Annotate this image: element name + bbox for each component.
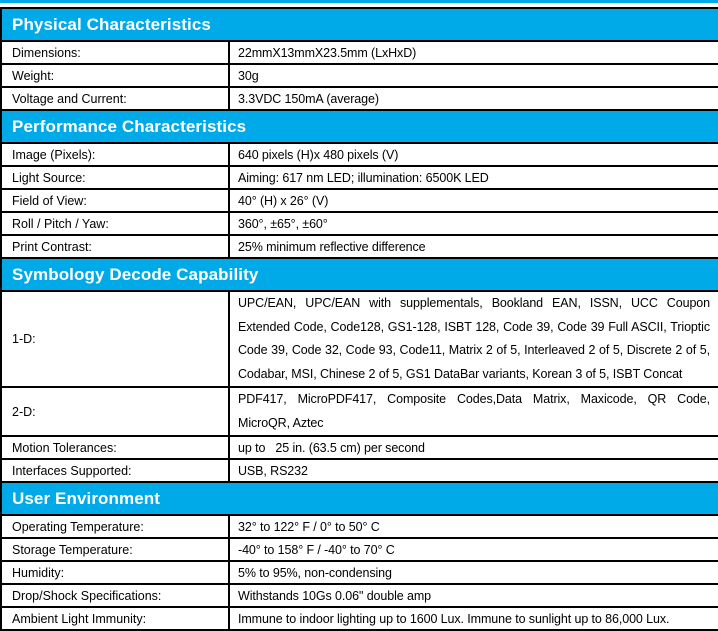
section-title: Physical Characteristics xyxy=(12,14,211,34)
table-row xyxy=(2,292,718,388)
row-value: 360°, ±65°, ±60° xyxy=(238,216,328,231)
row-value: up to 25 in. (63.5 cm) per second xyxy=(238,440,425,455)
row-label: Voltage and Current: xyxy=(2,88,230,109)
row-value: 40° (H) x 26° (V) xyxy=(238,193,329,208)
table-row xyxy=(2,236,718,259)
row-value: 3.3VDC 150mA (average) xyxy=(238,91,379,106)
section-header xyxy=(2,111,718,144)
section-symbology xyxy=(2,259,718,483)
table-row xyxy=(2,562,718,585)
table-row xyxy=(2,190,718,213)
table-row xyxy=(2,388,718,437)
section-title: Performance Characteristics xyxy=(12,116,247,136)
row-label: 1-D: xyxy=(2,292,230,386)
row-label: Light Source: xyxy=(2,167,230,188)
table-row xyxy=(2,585,718,608)
table-row xyxy=(2,167,718,190)
row-label: 2-D: xyxy=(2,388,230,435)
row-value: Withstands 10Gs 0.06" double amp xyxy=(238,588,432,603)
row-value: 30g xyxy=(238,68,259,83)
table-row xyxy=(2,42,718,65)
table-row xyxy=(2,65,718,88)
row-label: Print Contrast: xyxy=(2,236,230,257)
top-accent-bar xyxy=(0,0,718,3)
row-label: Ambient Light Immunity: xyxy=(2,608,230,629)
row-value: 32° to 122° F / 0° to 50° C xyxy=(238,519,380,534)
row-value: UPC/EAN, UPC/EAN with supplementals, Bookland EAN, ISSN, UCC Coupon Extended Code, Code128, GS1-128, ISBT 128, Code 39, Code 39 Full ASCII, Trioptic Code 39, Code 32, Code 93, Code11, Matrix 2 of 5, Interleaved 2 of 5, Discrete 2 of 5, Codabar, MSI, Chinese 2 of 5, GS1 DataBar variants, Korean 3 of 5, ISBT Concat xyxy=(238,296,710,381)
row-label: Roll / Pitch / Yaw: xyxy=(2,213,230,234)
table-row xyxy=(2,437,718,460)
row-label: Operating Temperature: xyxy=(2,516,230,537)
row-label: Weight: xyxy=(2,65,230,86)
row-label: Dimensions: xyxy=(2,42,230,63)
section-user-environment xyxy=(2,483,718,631)
spec-table xyxy=(0,7,718,631)
row-label: Field of View: xyxy=(2,190,230,211)
row-value: Immune to indoor lighting up to 1600 Lux. Immune to sunlight up to 86,000 Lux. xyxy=(238,611,670,626)
row-label: Drop/Shock Specifications: xyxy=(2,585,230,606)
row-value: USB, RS232 xyxy=(238,463,308,478)
table-row xyxy=(2,608,718,631)
row-value: -40° to 158° F / -40° to 70° C xyxy=(238,542,395,557)
section-title: Symbology Decode Capability xyxy=(12,264,259,284)
table-row xyxy=(2,144,718,167)
section-header xyxy=(2,483,718,516)
section-header xyxy=(2,9,718,42)
table-row xyxy=(2,539,718,562)
row-value: PDF417, MicroPDF417, Composite Codes,Data Matrix, Maxicode, QR Code, MicroQR, Aztec xyxy=(238,392,710,430)
row-value: Aiming: 617 nm LED; illumination: 6500K LED xyxy=(238,170,489,185)
row-value: 22mmX13mmX23.5mm (LxHxD) xyxy=(238,45,417,60)
table-row xyxy=(2,516,718,539)
table-row xyxy=(2,88,718,111)
section-title: User Environment xyxy=(12,488,161,508)
row-label: Image (Pixels): xyxy=(2,144,230,165)
row-label: Motion Tolerances: xyxy=(2,437,230,458)
row-value: 640 pixels (H)x 480 pixels (V) xyxy=(238,147,399,162)
row-label: Interfaces Supported: xyxy=(2,460,230,481)
section-performance xyxy=(2,111,718,259)
row-label: Storage Temperature: xyxy=(2,539,230,560)
row-label: Humidity: xyxy=(2,562,230,583)
section-physical xyxy=(2,9,718,111)
row-value: 5% to 95%, non-condensing xyxy=(238,565,392,580)
table-row xyxy=(2,213,718,236)
table-row xyxy=(2,460,718,483)
section-header xyxy=(2,259,718,292)
row-value: 25% minimum reflective difference xyxy=(238,239,426,254)
